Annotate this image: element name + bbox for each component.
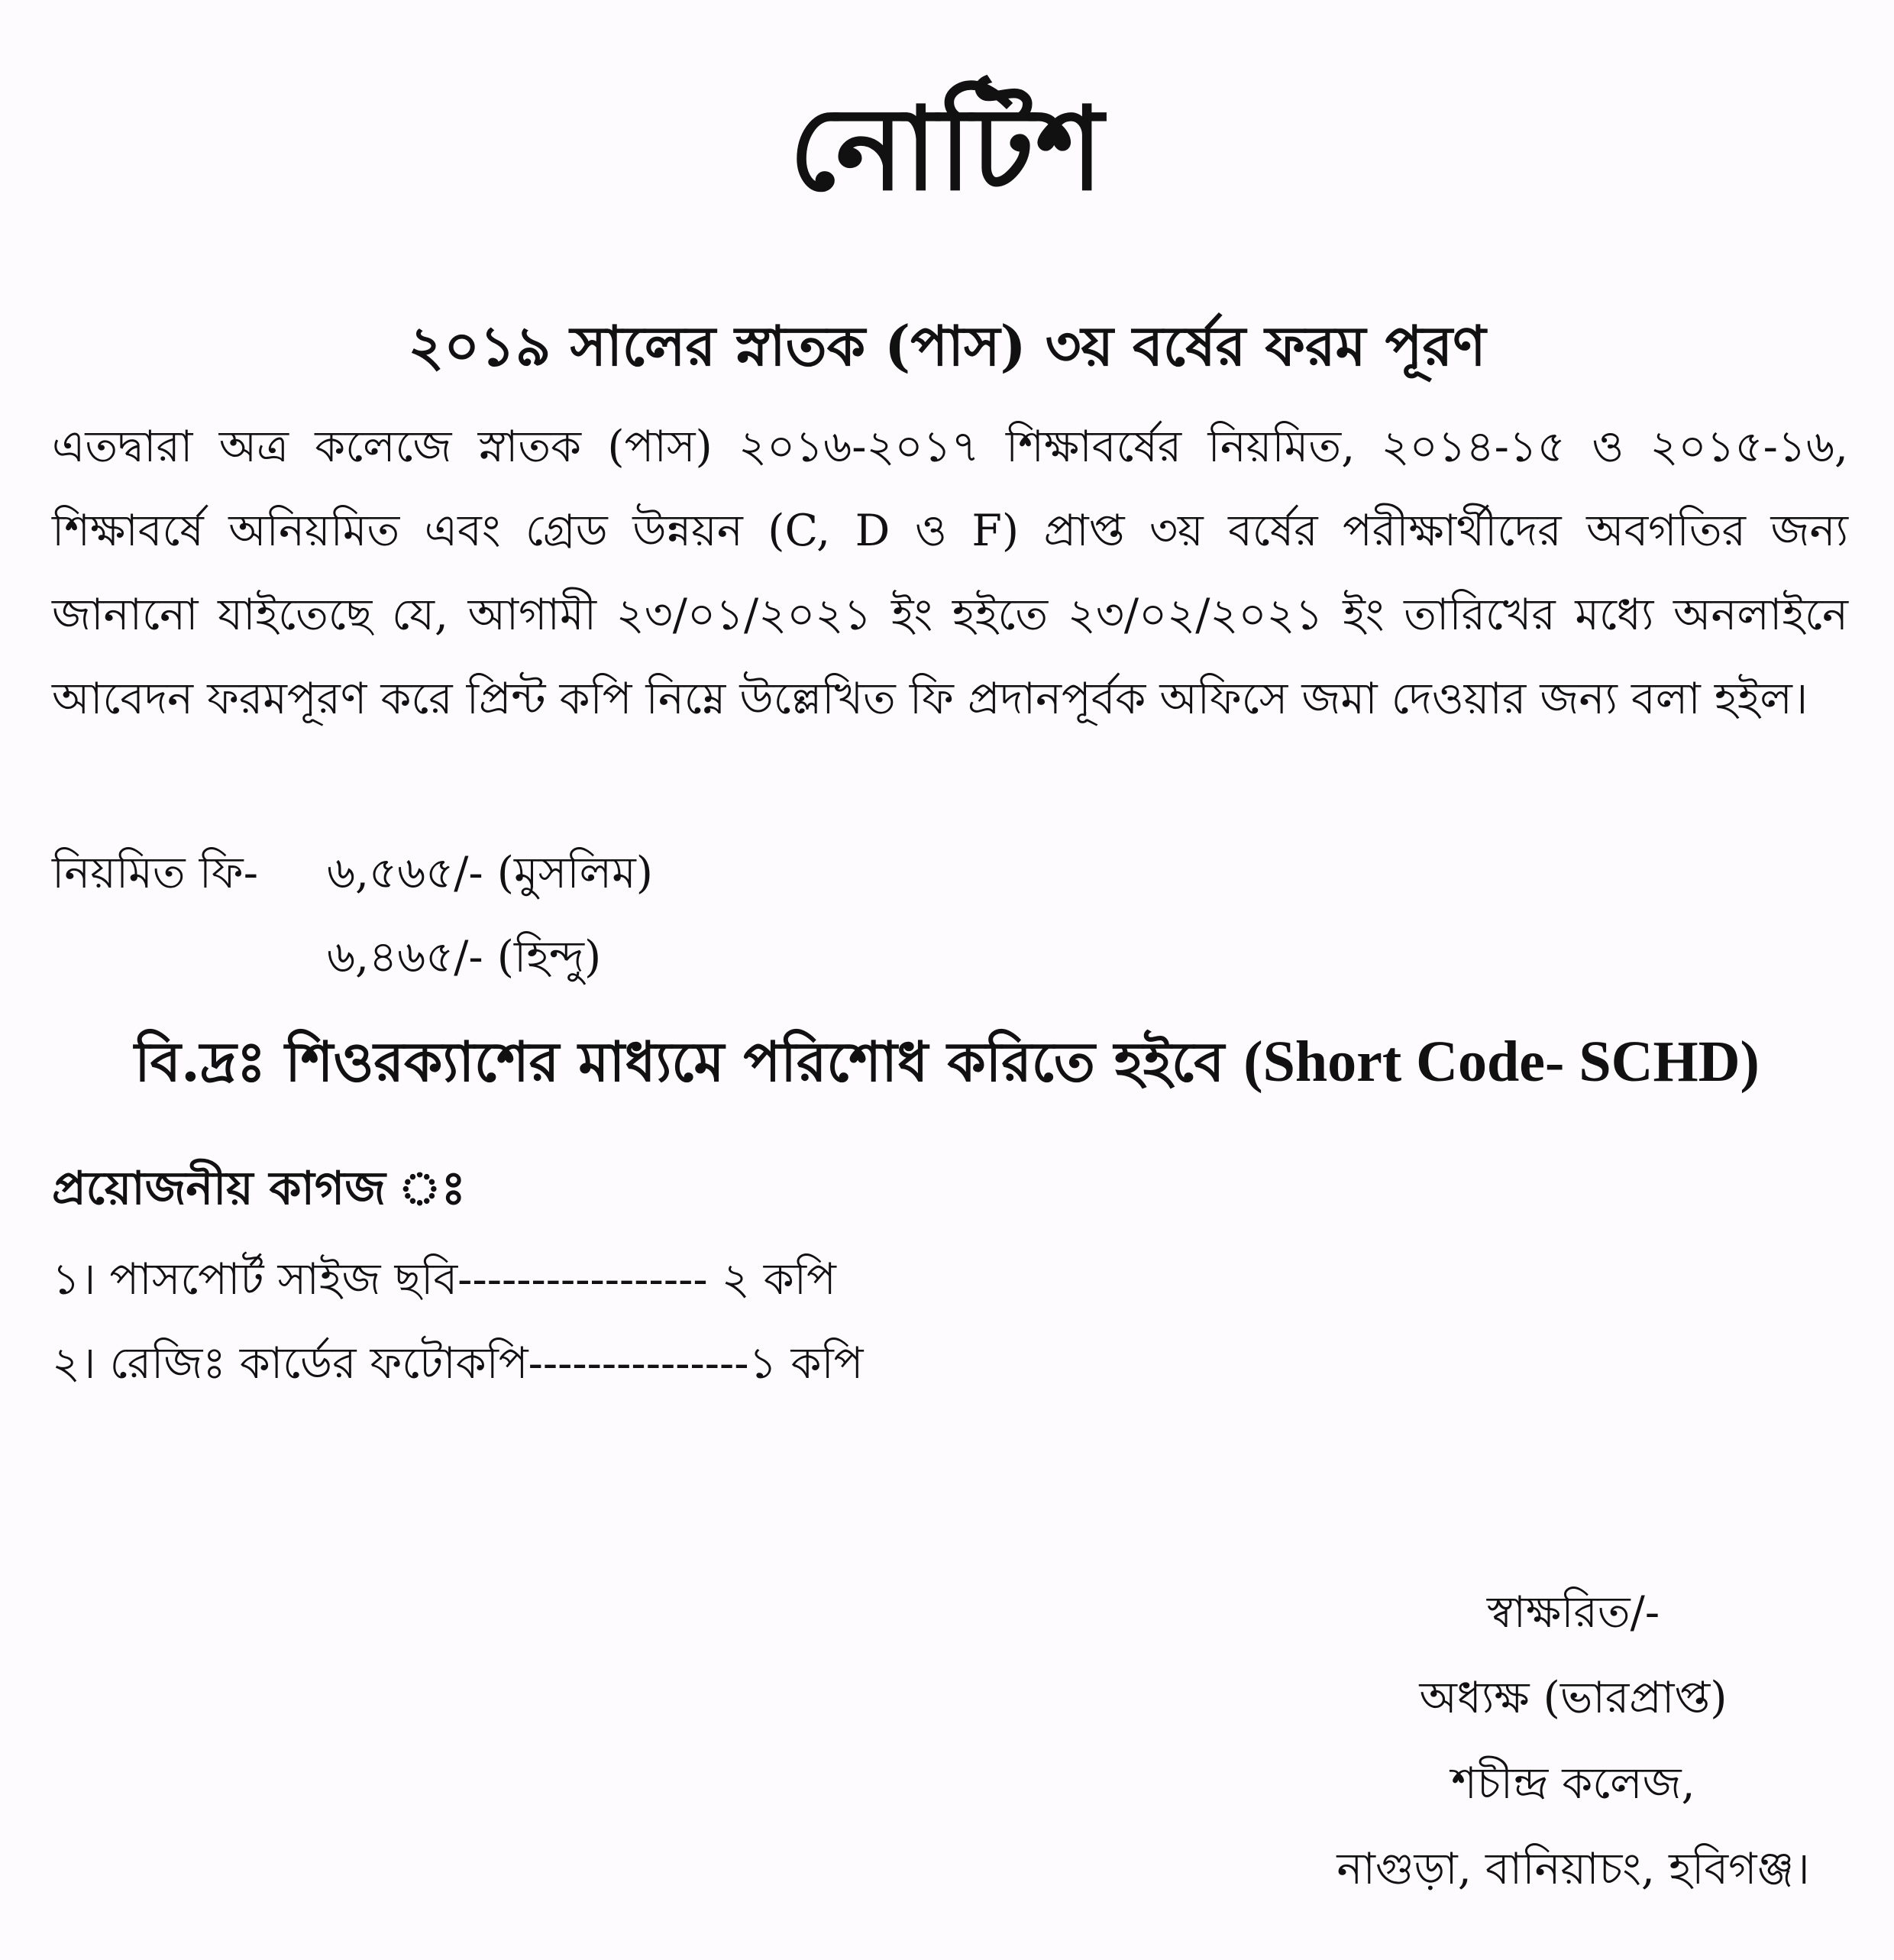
fee-section	[52, 831, 653, 999]
requirements-list	[52, 1237, 864, 1405]
fee-label-spacer	[52, 915, 327, 999]
signature-block	[1283, 1570, 1863, 1912]
fee-label: নিয়মিত ফি-	[52, 848, 258, 898]
short-code-prefix: (Short Code-	[1243, 1030, 1579, 1094]
payment-note	[0, 1027, 1894, 1097]
notice-subject: ২০১৯ সালের স্নাতক (পাস) ৩য় বর্ষের ফরম পূরণ	[408, 313, 1486, 378]
fee-row-muslim	[52, 831, 653, 915]
fee-amount-muslim: ৬,৫৬৫/- (মুসলিম)	[327, 848, 654, 898]
requirement-item: ২। রেজিঃ কার্ডের ফটোকপি---------------১ কপি	[52, 1338, 864, 1389]
fee-row-hindu	[52, 915, 653, 999]
payment-note-text: বি.দ্রঃ শিওরক্যাশের মাধ্যমে পরিশোধ করিতে হইবে	[134, 1029, 1244, 1094]
notice-title: নোটিশ	[789, 82, 1105, 216]
notice-body: এতদ্বারা অত্র কলেজে স্নাতক (পাস) ২০১৬-২০১৭ শিক্ষাবর্ষের নিয়মিত, ২০১৪-১৫ ও ২০১৫-১৬, শিক্ষাবর্ষে অনিয়মিত এবং গ্রেড উন্নয়ন (C, D ও F) প্রাপ্ত ৩য় বর্ষের পরীক্ষার্থীদের অবগতির জন্য জানানো যাইতেছে যে, আগামী ২৩/০১/২০২১ ইং হইতে ২৩/০২/২০২১ ইং তারিখের মধ্যে অনলাইনে আবেদন ফরমপূরণ করে প্রিন্ট কপি নিম্নে উল্লেখিত ফি প্রদানপূর্বক অফিসে জমা দেওয়ার জন্য বলা হইল।	[52, 422, 1848, 724]
signature-college: শচীন্দ্র কলেজ,	[1451, 1758, 1695, 1809]
short-code: SCHD)	[1579, 1030, 1760, 1094]
requirement-item: ১। পাসপোর্ট সাইজ ছবি----------------- ২ কপি	[52, 1254, 836, 1305]
signature-designation: অধ্যক্ষ (ভারপ্রাপ্ত)	[1419, 1673, 1728, 1723]
signature-address: নাগুড়া, বানিয়াচং, হবিগঞ্জ।	[1336, 1844, 1810, 1894]
requirements-heading: প্রয়োজনীয় কাগজ ঃ	[52, 1162, 466, 1215]
fee-amount-hindu: ৬,৪৬৫/- (হিন্দু)	[327, 932, 602, 982]
signature-signed: স্বাক্ষরিত/-	[1486, 1587, 1660, 1638]
